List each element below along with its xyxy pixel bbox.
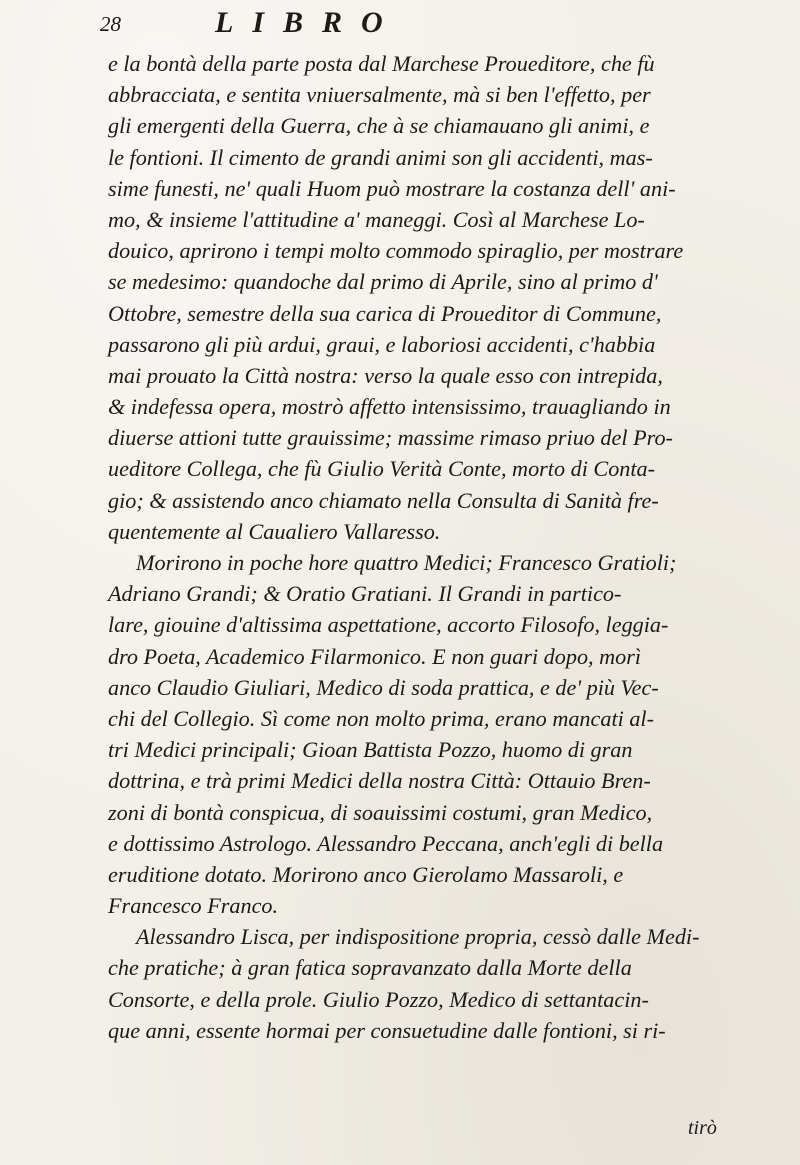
text-line: le fontioni. Il cimento de grandi animi son gli accidenti, mas-	[108, 144, 653, 170]
text-line: passarono gli più ardui, graui, e laboriosi accidenti, c'habbia	[108, 331, 656, 357]
text-line: mo, & insieme l'attitudine a' maneggi. Così al Marchese Lo-	[108, 206, 645, 232]
catchword: tirò	[688, 1117, 717, 1139]
text-line: dottrina, e trà primi Medici della nostra Città: Ottauio Bren-	[108, 768, 651, 794]
text-line: che pratiche; à gran fatica sopravanzato dalla Morte della	[108, 955, 632, 981]
text-line: diuerse attioni tutte grauissime; massime rimaso priuo del Pro-	[108, 425, 673, 451]
text-line: mai prouato la Città nostra: verso la quale esso con intrepida,	[108, 362, 663, 388]
text-line: ueditore Collega, che fù Giulio Verità Conte, morto di Conta-	[108, 456, 656, 482]
page-number: 28	[100, 12, 121, 36]
text-line: que anni, essente hormai per consuetudine dalle fontioni, si ri-	[108, 1017, 666, 1043]
text-line: tri Medici principali; Gioan Battista Pozzo, huomo di gran	[108, 737, 633, 763]
text-line: dro Poeta, Academico Filarmonico. E non guari dopo, morì	[108, 643, 642, 669]
text-line: Ottobre, semestre della sua carica di Proueditor di Commune,	[108, 300, 662, 326]
text-line: e dottissimo Astrologo. Alessandro Peccana, anch'egli di bella	[108, 830, 664, 856]
text-line: douico, aprirono i tempi molto commodo spiraglio, per mostrare	[108, 238, 684, 264]
book-title: LIBRO	[215, 6, 402, 39]
paragraph-start-line: Morirono in poche hore quattro Medici; Francesco Gratioli;	[136, 550, 677, 575]
text-line: eruditione dotato. Morirono anco Gierolamo Massaroli, e	[108, 861, 624, 887]
text-line: chi del Collegio. Sì come non molto prima, erano mancati al-	[108, 705, 654, 731]
paragraph-start-line: Alessandro Lisca, per indispositione propria, cessò dalle Medi-	[136, 924, 700, 950]
text-line: gli emergenti della Guerra, che à se chiamauano gli animi, e	[108, 113, 650, 139]
text-line: gio; & assistendo anco chiamato nella Consulta di Sanità fre-	[108, 487, 659, 513]
text-line: lare, giouine d'altissima aspettatione, accorto Filosofo, leggia-	[108, 612, 669, 638]
running-head	[100, 6, 600, 46]
text-line: se medesimo: quandoche dal primo di Aprile, sino al primo d'	[108, 269, 658, 295]
text-line: & indefessa opera, mostrò affetto intensissimo, trauagliando in	[108, 394, 671, 420]
text-line: anco Claudio Giuliari, Medico di soda prattica, e de' più Vec-	[108, 674, 659, 700]
text-line: Adriano Grandi; & Oratio Gratiani. Il Grandi in partico-	[108, 581, 622, 607]
body-text	[108, 48, 768, 1046]
text-line: Francesco Franco.	[108, 893, 279, 919]
text-line: e la bontà della parte posta dal Marchese Proueditore, che fù	[108, 51, 655, 76]
text-line: Consorte, e della prole. Giulio Pozzo, Medico di settantacin-	[108, 986, 649, 1012]
text-line: quentemente al Caualiero Vallaresso.	[108, 518, 441, 544]
text-line: abbracciata, e sentita vniuersalmente, mà si ben l'effetto, per	[108, 82, 651, 108]
text-line: zoni di bontà conspicua, di soauissimi costumi, gran Medico,	[108, 799, 653, 825]
text-line: sime funesti, ne' quali Huom può mostrare la costanza dell' ani-	[108, 175, 676, 201]
